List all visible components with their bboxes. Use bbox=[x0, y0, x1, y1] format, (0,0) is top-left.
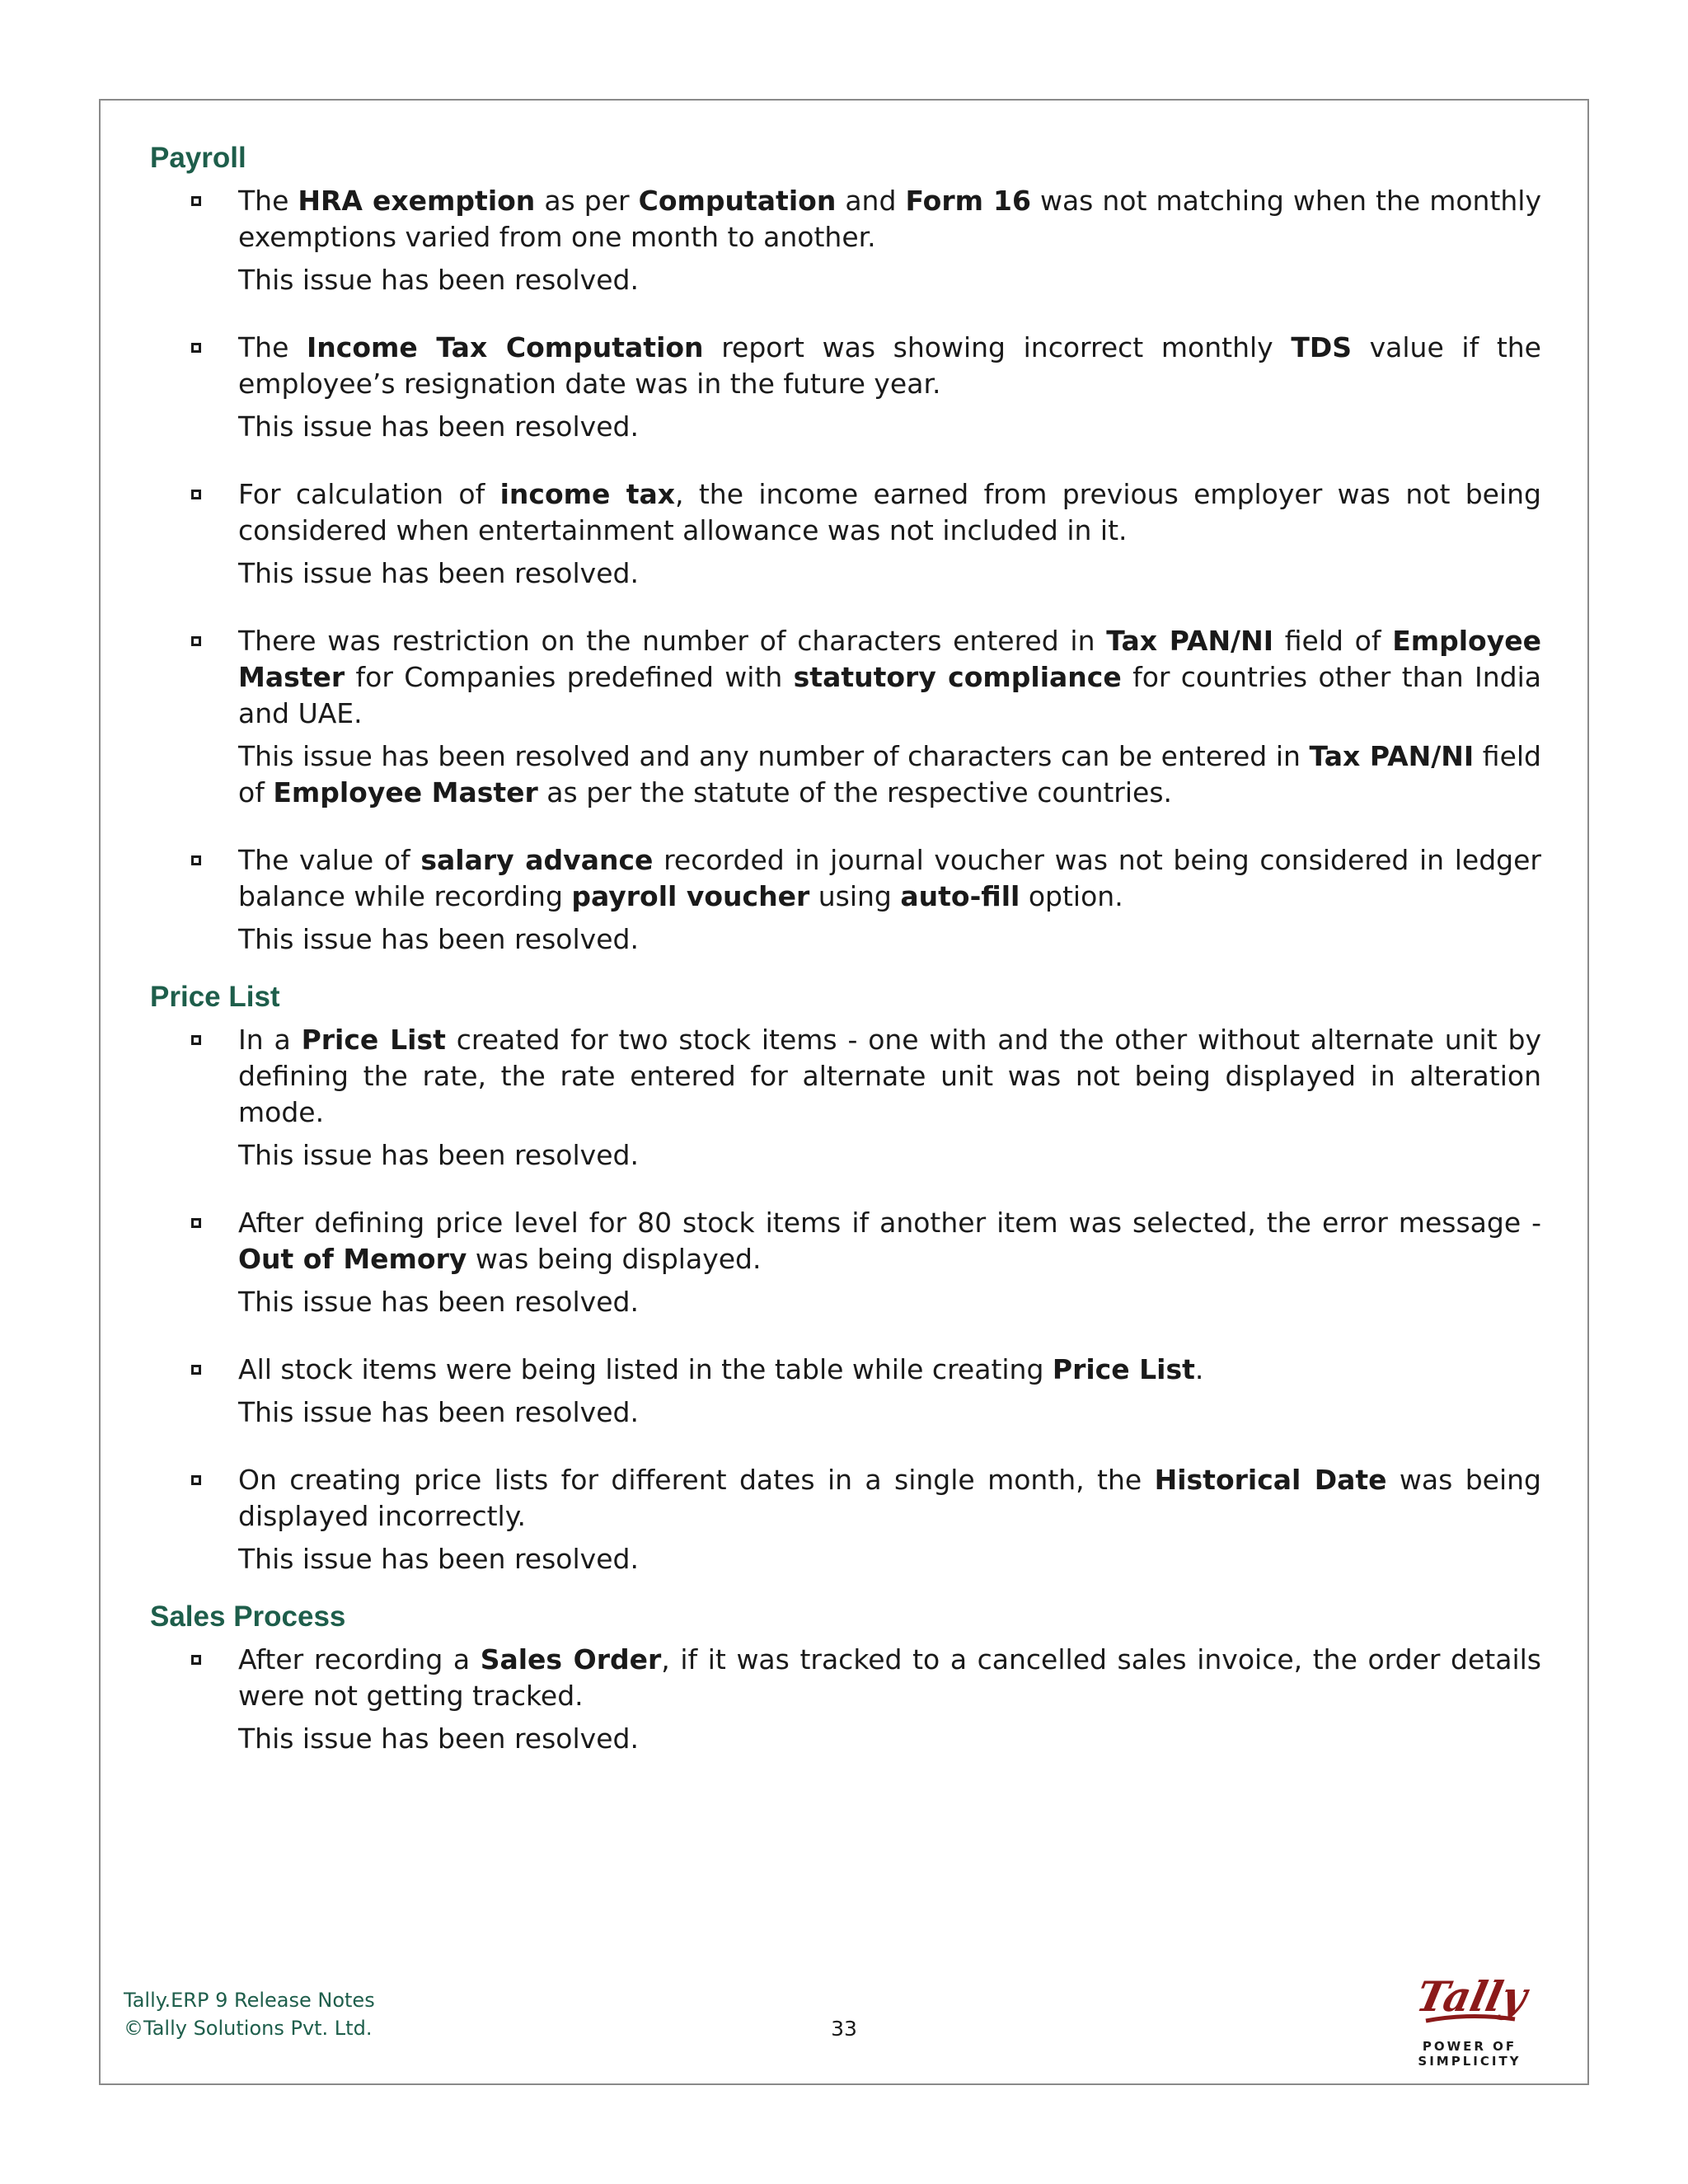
text-run: for Companies predefined with bbox=[345, 661, 794, 693]
bold-term: Price List bbox=[301, 1024, 446, 1056]
bold-term: Income Tax Computation bbox=[307, 331, 704, 363]
square-bullet-icon bbox=[191, 1655, 201, 1665]
section-title: Price List bbox=[150, 981, 280, 1013]
bold-term: Out of Memory bbox=[238, 1243, 467, 1275]
bold-term: Sales Order bbox=[480, 1643, 662, 1675]
text-run: using bbox=[809, 880, 901, 912]
text-run: This issue has been resolved. bbox=[238, 1139, 639, 1171]
issue-resolution bbox=[238, 1541, 1541, 1577]
issue-resolution bbox=[238, 409, 1541, 445]
issue-resolution bbox=[238, 1137, 1541, 1174]
issue-resolution bbox=[238, 1394, 1541, 1431]
issue-resolution bbox=[238, 738, 1541, 811]
text-run: There was restriction on the number of characters entered in bbox=[238, 625, 1107, 657]
issue-item bbox=[150, 330, 1541, 445]
section-title: Sales Process bbox=[150, 1601, 346, 1633]
text-run: This issue has been resolved. bbox=[238, 410, 639, 443]
bold-term: Employee Master bbox=[238, 625, 1541, 693]
section-price-list bbox=[150, 979, 1541, 1577]
text-run: This issue has been resolved. bbox=[238, 1722, 639, 1755]
bold-term: Price List bbox=[1052, 1353, 1195, 1385]
text-run: After defining price level for 80 stock items if another item was selected, the error message - bbox=[238, 1207, 1541, 1239]
issue-item bbox=[150, 1462, 1541, 1577]
section-payroll bbox=[150, 140, 1541, 958]
text-run: This issue has been resolved. bbox=[238, 1396, 639, 1428]
text-run: , the income earned from previous employer was not being considered when entertainment allowance was not included in it. bbox=[238, 478, 1541, 546]
issue-list bbox=[150, 1022, 1541, 1577]
issue-description bbox=[238, 183, 1541, 255]
bold-term: income tax bbox=[499, 478, 676, 510]
footer-copyright: ©Tally Solutions Pvt. Ltd. bbox=[124, 2017, 373, 2040]
square-bullet-icon bbox=[191, 196, 201, 206]
text-run: The bbox=[238, 331, 307, 363]
text-run: was not matching when the monthly exemptions varied from one month to another. bbox=[238, 185, 1541, 253]
text-run: recorded in journal voucher was not being considered in ledger balance while recording bbox=[238, 844, 1541, 912]
text-run: This issue has been resolved. bbox=[238, 1543, 639, 1575]
text-run: The value of bbox=[238, 844, 421, 876]
text-run: report was showing incorrect monthly bbox=[703, 331, 1292, 363]
issue-description bbox=[238, 330, 1541, 402]
text-run: for countries other than India and UAE. bbox=[238, 661, 1541, 729]
issue-resolution bbox=[238, 555, 1541, 592]
text-run: as per the statute of the respective countries. bbox=[537, 776, 1173, 808]
bold-term: Computation bbox=[638, 185, 837, 217]
square-bullet-icon bbox=[191, 343, 201, 353]
text-run: , if it was tracked to a cancelled sales invoice, the order details were not getting tracked. bbox=[238, 1643, 1541, 1712]
text-run: as per bbox=[535, 185, 639, 217]
issue-item bbox=[150, 183, 1541, 298]
page-frame bbox=[99, 99, 1589, 2085]
footer-product: Tally.ERP 9 Release Notes bbox=[124, 1989, 375, 2012]
issue-item bbox=[150, 1352, 1541, 1431]
square-bullet-icon bbox=[191, 1218, 201, 1228]
section-sales-process bbox=[150, 1599, 1541, 1757]
bold-term: payroll voucher bbox=[571, 880, 810, 912]
text-run: In a bbox=[238, 1024, 302, 1056]
text-run: field of bbox=[1273, 625, 1393, 657]
text-run: value if the employee’s resignation date was in the future year. bbox=[238, 331, 1541, 400]
issue-list bbox=[150, 183, 1541, 958]
issue-resolution bbox=[238, 921, 1541, 958]
issue-description bbox=[238, 1205, 1541, 1277]
text-run: This issue has been resolved and any number of characters can be entered in bbox=[238, 740, 1310, 772]
square-bullet-icon bbox=[191, 1365, 201, 1375]
issue-item bbox=[150, 623, 1541, 811]
square-bullet-icon bbox=[191, 1475, 201, 1485]
bold-term: TDS bbox=[1291, 331, 1352, 363]
text-run: was being displayed. bbox=[467, 1243, 762, 1275]
logo-tagline: POWER OF SIMPLICITY bbox=[1418, 2039, 1522, 2069]
issue-resolution bbox=[238, 262, 1541, 298]
bold-term: Tax PAN/NI bbox=[1106, 625, 1274, 657]
bold-term: Historical Date bbox=[1154, 1464, 1387, 1496]
section-title: Payroll bbox=[150, 142, 246, 174]
bold-term: statutory compliance bbox=[793, 661, 1122, 693]
text-run: and bbox=[836, 185, 906, 217]
square-bullet-icon bbox=[191, 636, 201, 646]
issue-description bbox=[238, 476, 1541, 549]
issue-description bbox=[238, 1022, 1541, 1131]
issue-item bbox=[150, 1205, 1541, 1320]
issue-resolution bbox=[238, 1284, 1541, 1320]
square-bullet-icon bbox=[191, 1035, 201, 1045]
text-run: For calculation of bbox=[238, 478, 500, 510]
issue-description bbox=[238, 623, 1541, 732]
issue-item bbox=[150, 1022, 1541, 1174]
text-run: . bbox=[1194, 1353, 1204, 1385]
bold-term: auto-fill bbox=[900, 880, 1020, 912]
text-run: This issue has been resolved. bbox=[238, 264, 639, 296]
text-run: All stock items were being listed in the table while creating bbox=[238, 1353, 1053, 1385]
issue-resolution bbox=[238, 1721, 1541, 1757]
text-run: This issue has been resolved. bbox=[238, 557, 639, 589]
bold-term: salary advance bbox=[420, 844, 654, 876]
issue-description bbox=[238, 842, 1541, 915]
tally-logo bbox=[1375, 1968, 1564, 2067]
text-run: was being displayed incorrectly. bbox=[238, 1464, 1541, 1532]
issue-description bbox=[238, 1642, 1541, 1714]
issue-list bbox=[150, 1642, 1541, 1757]
issue-item bbox=[150, 1642, 1541, 1757]
page-number: 33 bbox=[831, 2017, 857, 2041]
issue-description bbox=[238, 1352, 1541, 1388]
bold-term: Employee Master bbox=[273, 776, 538, 808]
bold-term: Tax PAN/NI bbox=[1309, 740, 1475, 772]
square-bullet-icon bbox=[191, 490, 201, 499]
square-bullet-icon bbox=[191, 855, 201, 865]
text-run: This issue has been resolved. bbox=[238, 1286, 639, 1318]
release-notes-content bbox=[150, 140, 1541, 1757]
text-run: This issue has been resolved. bbox=[238, 923, 639, 955]
text-run: The bbox=[238, 185, 298, 217]
issue-item bbox=[150, 476, 1541, 592]
issue-description bbox=[238, 1462, 1541, 1535]
issue-item bbox=[150, 842, 1541, 958]
text-run: On creating price lists for different dates in a single month, the bbox=[238, 1464, 1155, 1496]
tally-logo-text: Tally bbox=[1412, 1972, 1531, 2021]
tally-logo-mark bbox=[1408, 1968, 1531, 2034]
text-run: After recording a bbox=[238, 1643, 481, 1675]
bold-term: Form 16 bbox=[905, 185, 1031, 217]
text-run: option. bbox=[1020, 880, 1123, 912]
text-run: created for two stock items - one with and the other without alternate unit by defining the rate, the rate entered for alternate unit was not being displayed in alteration mode. bbox=[238, 1024, 1541, 1128]
text-run: field of bbox=[238, 740, 1541, 808]
bold-term: HRA exemption bbox=[298, 185, 536, 217]
